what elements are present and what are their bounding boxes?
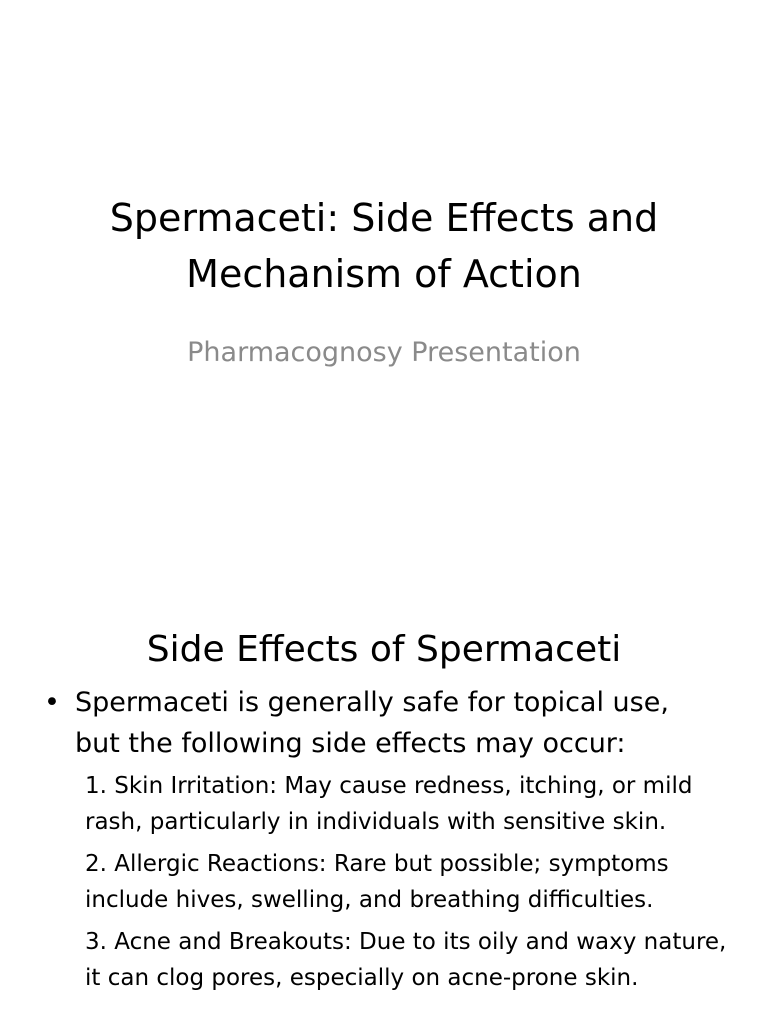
list-item: 1. Skin Irritation: May cause redness, itching, or mild rash, particularly in individuals with sensitive skin.	[85, 773, 693, 835]
side-effects-slide	[0, 576, 768, 1024]
bullet-icon: •	[44, 687, 60, 718]
presentation-subtitle: Pharmacognosy Presentation	[187, 337, 581, 368]
slide-title: Side Effects of Spermaceti	[146, 629, 622, 670]
list-item: 2. Allergic Reactions: Rare but possible; symptoms include hives, swelling, and breathing difficulties.	[85, 851, 669, 913]
intro-bullet	[44, 682, 684, 764]
intro-bullet-text: Spermaceti is generally safe for topical use, but the following side effects may occur:	[75, 687, 669, 759]
list-item: 3. Acne and Breakouts: Due to its oily and waxy nature, it can clog pores, especially on acne-prone skin.	[85, 929, 727, 991]
side-effects-list	[85, 768, 735, 1002]
presentation-title: Spermaceti: Side Effects and Mechanism of Action	[109, 196, 659, 296]
